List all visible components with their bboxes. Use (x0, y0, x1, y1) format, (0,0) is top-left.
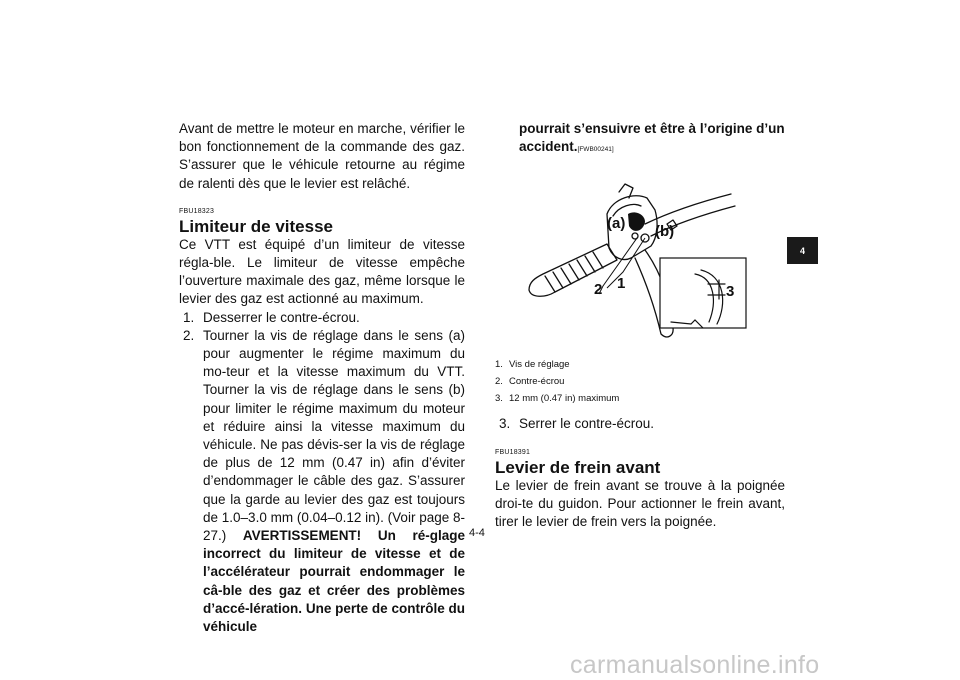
warning-code: [FWB00241] (577, 146, 614, 154)
list-item (495, 415, 785, 433)
step-text: Desserrer le contre-écrou. (203, 309, 360, 325)
list-item (179, 327, 465, 636)
section-code: FBU18323 (179, 207, 215, 215)
warning-text: AVERTISSEMENT! Un ré-glage incorrect du limiteur de vitesse et de l’accélérateur pourrait endommager le câ-ble des gaz et créer des problèmes d’accé-lération. Une perte de contrôle du véhicule (203, 528, 465, 635)
label-a: (a) (607, 215, 626, 233)
list-item (495, 373, 785, 390)
figure-captions (495, 356, 785, 407)
step-number: 2. (183, 327, 195, 343)
step-text-body: Tourner la vis de réglage dans le sens (a) pour augmenter le régime maximum du mo-teur et la vitesse maximum du VTT. Tourner la vis de réglage dans le sens (b) pour limiter le régime maximum du moteur et réduire ainsi la vitesse maximum du véhicule. Ne pas dévis-ser la vis de réglage de plus de 12 mm (0.47 in) afin d’éviter d’endommager le câble des gaz. S’assurer que la garde au levier des gaz est toujours de 1.0–3.0 mm (0.04–0.12 in). (Voir page 8-27.) (203, 327, 465, 544)
caption-text: 12 mm (0.47 in) maximum (509, 393, 620, 405)
right-column (495, 120, 785, 531)
list-item (179, 309, 465, 327)
step-number: 3. (499, 416, 511, 432)
caption-text: Contre-écrou (509, 376, 565, 388)
speed-limiter-paragraph: Ce VTT est équipé d’un limiteur de vitesse régla-ble. Le limiteur de vitesse empêche l’ouverture maximale des gaz, même lorsque le levier des gaz est actionné au maximum. (179, 236, 465, 307)
throttle-lever-figure (495, 162, 785, 350)
step-text (203, 327, 465, 636)
caption-number: 3. (495, 393, 503, 405)
list-item (495, 356, 785, 373)
section-code: FBU18391 (495, 448, 531, 456)
step-number: 1. (183, 309, 195, 325)
throttle-illustration (495, 162, 785, 350)
callout-2: 2 (594, 281, 603, 299)
caption-number: 1. (495, 359, 503, 371)
speed-limiter-steps (179, 309, 465, 637)
left-column (179, 120, 465, 636)
watermark: carmanualsonline.info (570, 651, 820, 679)
caption-number: 2. (495, 376, 503, 388)
caption-text: Vis de réglage (509, 359, 570, 371)
tighten-step (495, 415, 785, 433)
section-heading-front-brake: Levier de frein avant (495, 457, 661, 477)
label-b: (b) (655, 223, 675, 241)
front-brake-paragraph: Le levier de frein avant se trouve à la poignée droi-te du guidon. Pour actionner le frein avant, tirer le levier de frein vers la poignée. (495, 477, 785, 530)
intro-paragraph: Avant de mettre le moteur en marche, vérifier le bon fonctionnement de la commande des gaz. S’assurer que le véhicule retourne au régime de ralenti dès que le levier est relâché. (179, 121, 465, 191)
callout-3: 3 (726, 283, 735, 301)
list-item (495, 390, 785, 407)
callout-1: 1 (617, 275, 626, 293)
page-number: 4-4 (469, 527, 485, 539)
warning-continuation (519, 120, 785, 159)
chapter-tab: 4 (787, 237, 818, 264)
section-heading-speed-limiter: Limiteur de vitesse (179, 216, 334, 236)
step-text: Serrer le contre-écrou. (519, 416, 655, 432)
warning-continuation-text: pourrait s’ensuivre et être à l’origine d’un accident. (519, 121, 785, 155)
